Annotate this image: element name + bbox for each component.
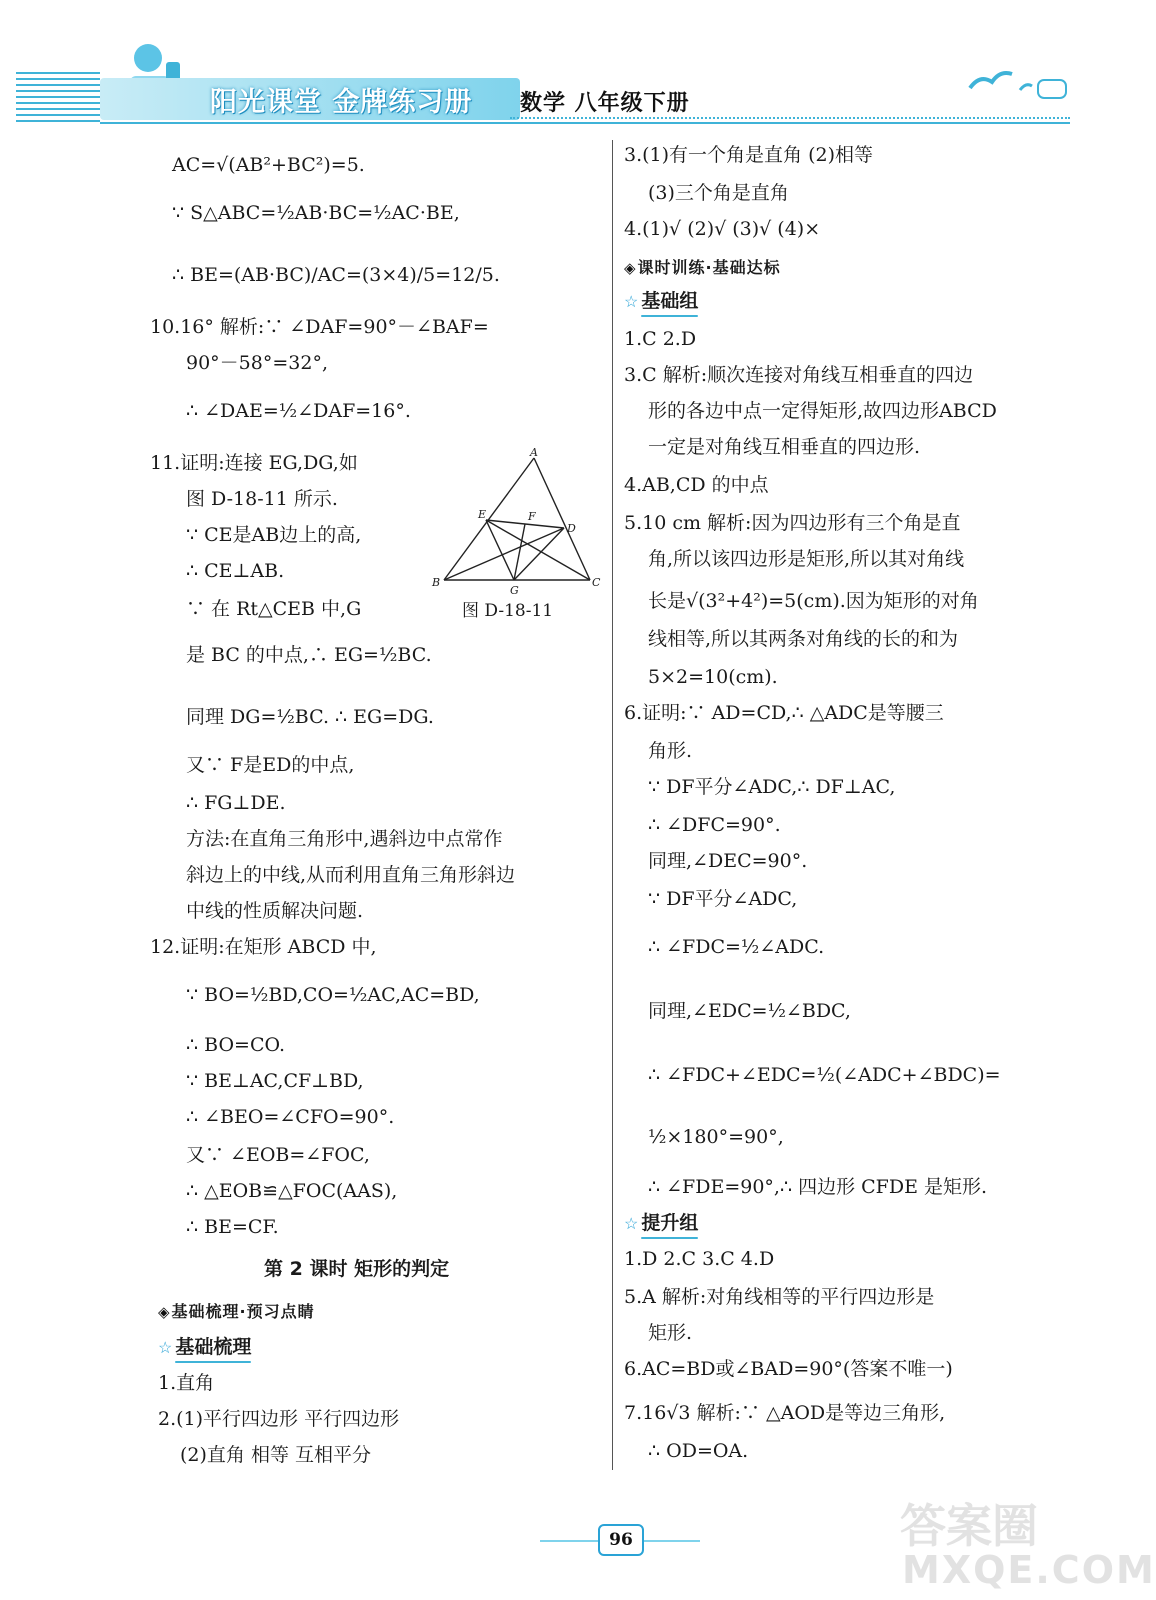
line: (2)直角 相等 互相平分 [180,1444,371,1466]
line: ∴ ∠BEO=∠CFO=90°. [186,1106,395,1128]
page-header [0,0,1096,135]
line: 图 D-18-11 所示. [186,488,338,510]
group-label: 基础组 [641,288,698,317]
star-icon: ☆ [624,292,639,311]
section-tag-basic-review [158,1298,315,1325]
line: 中线的性质解决问题. [186,900,364,922]
line: ∵ DF平分∠ADC,∴ DF⊥AC, [648,776,896,798]
line: ∴ ∠FDC+∠EDC=½(∠ADC+∠BDC)= [648,1064,1001,1086]
line: 长是√(3²+4²)=5(cm).因为矩形的对角 [648,590,979,612]
line: 同理,∠EDC=½∠BDC, [648,1000,851,1022]
group-label: 基础梳理 [175,1334,251,1363]
line: 90°－58°=32°, [186,352,328,374]
line: 线相等,所以其两条对角线的长的和为 [648,628,959,650]
line: ∴ ∠DAE=½∠DAF=16°. [186,400,411,422]
header-dotted-rule [510,117,1070,119]
line: 同理 DG=½BC. ∴ EG=DG. [186,706,434,728]
line: 同理,∠DEC=90°. [648,850,808,872]
diamond-icon: ◈ [624,259,636,277]
line: AC=√(AB²+BC²)=5. [172,154,365,176]
line: ∵ 在 Rt△CEB 中,G [186,598,362,620]
line: 5×2=10(cm). [648,666,778,688]
line: 是 BC 的中点,∴ EG=½BC. [186,644,432,666]
line: 12.证明:在矩形 ABCD 中, [150,936,377,958]
line: 1.D 2.C 3.C 4.D [624,1248,775,1270]
section-tag-training [624,254,781,281]
line: 11.证明:连接 EG,DG,如 [150,452,358,474]
line: ∴ ∠DFC=90°. [648,814,781,836]
label-G: G [510,584,519,597]
watermark-url: MXQE.COM [902,1548,1156,1592]
star-icon: ☆ [624,1214,639,1233]
line: 2.(1)平行四边形 平行四边形 [158,1408,400,1430]
line: 6.证明:∵ AD=CD,∴ △ADC是等腰三 [624,702,944,724]
line: 5.10 cm 解析:因为四边形有三个角是直 [624,512,961,534]
line: ∵ S△ABC=½AB·BC=½AC·BE, [172,202,460,224]
diamond-icon: ◈ [158,1303,170,1321]
line: ½×180°=90°, [648,1126,784,1148]
star-icon: ☆ [158,1338,173,1357]
line: 形的各边中点一定得矩形,故四边形ABCD [648,400,997,422]
line: 1.直角 [158,1372,215,1394]
line: 角,所以该四边形是矩形,所以其对角线 [648,548,965,570]
line: 5.A 解析:对角线相等的平行四边形是 [624,1286,935,1308]
line: ∴ FG⊥DE. [186,792,286,814]
line: 矩形. [648,1322,693,1344]
line: 角形. [648,740,693,762]
line: 3.C 解析:顺次连接对角线互相垂直的四边 [624,364,974,386]
line: ∵ BO=½BD,CO=½AC,AC=BD, [186,984,480,1006]
line: ∴ △EOB≌△FOC(AAS), [186,1180,398,1202]
line: 斜边上的中线,从而利用直角三角形斜边 [186,864,516,886]
line: ∵ BE⊥AC,CF⊥BD, [186,1070,364,1092]
line: 又∵ ∠EOB=∠FOC, [186,1144,370,1166]
label-D: D [567,522,576,535]
book-subject: 数学 八年级下册 [520,91,690,116]
watermark-logo: 答案圈 [900,1499,1038,1553]
line: ∵ CE是AB边上的高, [186,524,362,546]
line: 6.AC=BD或∠BAD=90°(答案不唯一) [624,1358,953,1380]
page-number: 96 [598,1524,644,1556]
line: 1.C 2.D [624,328,697,350]
label-F: F [528,510,536,523]
line: ∴ BE=CF. [186,1216,279,1238]
group-basic-set [624,288,698,317]
header-rule [100,122,1070,124]
tag-label: 基础梳理·预习点睛 [171,1302,315,1321]
line: (3)三个角是直角 [648,182,789,204]
line: ∵ DF平分∠ADC, [648,888,798,910]
line: 4.(1)√ (2)√ (3)√ (4)× [624,218,821,240]
birds-icon [960,60,1070,100]
label-A: A [530,446,538,459]
line: 10.16° 解析:∵ ∠DAF=90°－∠BAF= [150,316,489,338]
line: ∴ BO=CO. [186,1034,285,1056]
line: 一定是对角线互相垂直的四边形. [648,436,921,458]
tag-label: 课时训练·基础达标 [637,258,781,277]
line: ∴ OD=OA. [648,1440,749,1462]
label-E: E [478,508,487,521]
label-B: B [432,576,441,589]
triangle-figure [430,448,610,618]
line: ∴ ∠FDE=90°,∴ 四边形 CFDE 是矩形. [648,1176,988,1198]
line: ∴ BE=(AB·BC)/AC=(3×4)/5=12/5. [172,264,500,286]
line: 方法:在直角三角形中,遇斜边中点常作 [186,828,503,850]
book-brand: 阳光课堂 金牌练习册 [210,87,473,118]
group-basic [158,1334,251,1363]
group-label: 提升组 [641,1210,698,1239]
column-divider [612,140,613,1470]
line: ∴ CE⊥AB. [186,560,285,582]
line: 4.AB,CD 的中点 [624,474,769,496]
header-stripes [16,72,100,122]
label-C: C [592,576,601,589]
line: 7.16√3 解析:∵ △AOD是等边三角形, [624,1402,946,1424]
section-title: 第 2 课时 矩形的判定 [264,1258,450,1280]
line: 又∵ F是ED的中点, [186,754,355,776]
group-advanced [624,1210,698,1239]
line: 3.(1)有一个角是直角 (2)相等 [624,144,873,166]
line: ∴ ∠FDC=½∠ADC. [648,936,825,958]
figure-caption: 图 D-18-11 [462,601,554,621]
